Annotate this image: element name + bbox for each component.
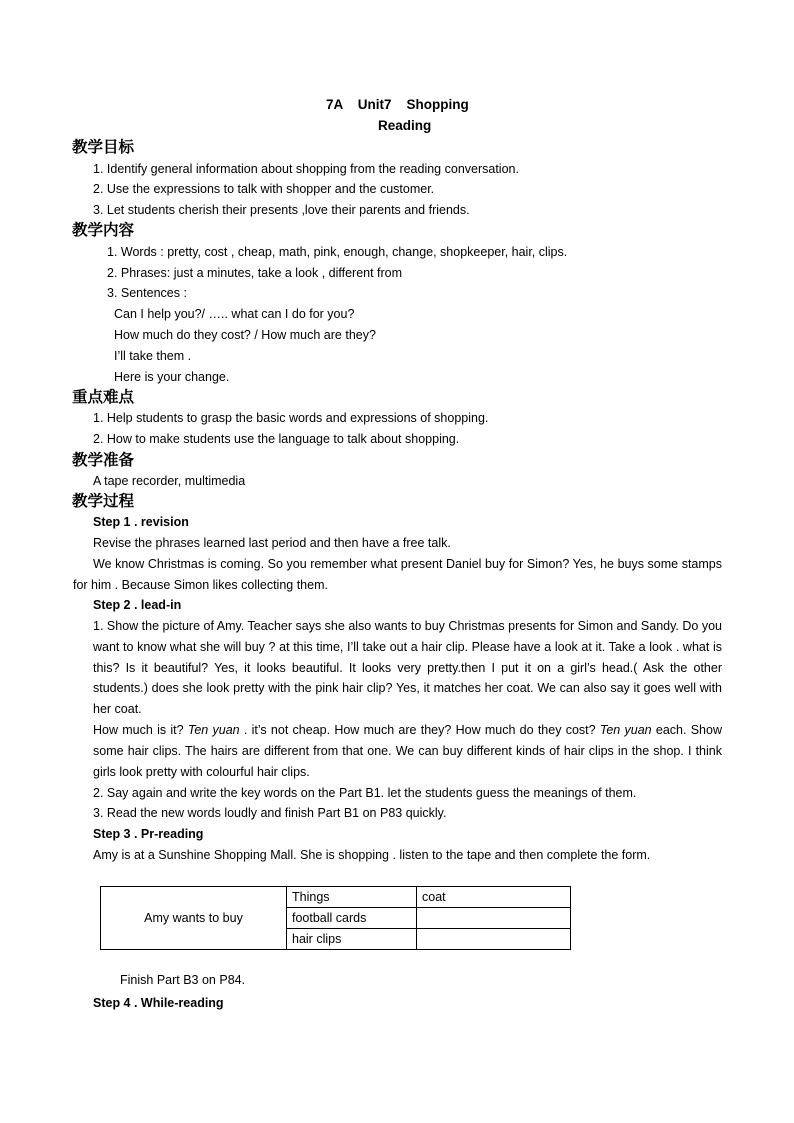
objective-item: 3. Let students cherish their presents ,love their parents and friends.: [93, 203, 470, 217]
key-point-item: 2. How to make students use the language to talk about shopping.: [93, 432, 460, 446]
step4-title: Step 4 . While-reading: [93, 996, 224, 1010]
sentence-item: How much do they cost? / How much are they?: [114, 328, 376, 342]
step2-paragraph-2: [93, 720, 722, 782]
content-heading: 教学内容: [72, 221, 135, 239]
document-subtitle: Reading: [378, 118, 432, 133]
table-cell: hair clips: [287, 929, 417, 950]
step2-p2-italic-price: Ten yuan: [187, 723, 240, 737]
step2-p2-a: How much is it?: [93, 723, 188, 737]
table-cell: [417, 908, 571, 929]
table-row: [101, 887, 571, 908]
step2-title: Step 2 . lead-in: [93, 598, 182, 612]
step2-p2-italic-price: Ten yuan: [599, 723, 652, 737]
objective-item: 1. Identify general information about shopping from the reading conversation.: [93, 162, 519, 176]
step3-text: Amy is at a Sunshine Shopping Mall. She is shopping . listen to the tape and then complete the form.: [93, 848, 651, 862]
step3-title: Step 3 . Pr-reading: [93, 827, 204, 841]
table-cell: football cards: [287, 908, 417, 929]
shopping-form-table: [100, 886, 571, 950]
step1-title: Step 1 . revision: [93, 515, 189, 529]
table-cell: Things: [287, 887, 417, 908]
step2-item: 2. Say again and write the key words on the Part B1. let the students guess the meanings of them.: [93, 786, 637, 800]
step2-p2-c: . it’s not cheap. How much are they? How much do they cost?: [239, 723, 600, 737]
key-point-item: 1. Help students to grasp the basic words and expressions of shopping.: [93, 411, 489, 425]
step1-paragraph: We know Christmas is coming. So you remember what present Daniel buy for Simon? Yes, he buys some stamps for him . Because Simon likes collecting them.: [73, 557, 722, 592]
table-cell: [417, 929, 571, 950]
step1-line: Revise the phrases learned last period and then have a free talk.: [93, 536, 451, 550]
sentence-item: I’ll take them .: [114, 349, 192, 363]
table-cell: coat: [417, 887, 571, 908]
step2-paragraph-1: [93, 616, 722, 720]
key-points-heading: 重点难点: [72, 388, 135, 406]
content-item: 2. Phrases: just a minutes, take a look , different from: [107, 266, 403, 280]
content-item: 1. Words : pretty, cost , cheap, math, pink, enough, change, shopkeeper, hair, clips.: [107, 245, 568, 259]
step2-item: 3. Read the new words loudly and finish Part B1 on P83 quickly.: [93, 806, 447, 820]
objectives-heading: 教学目标: [72, 138, 135, 156]
preparation-heading: 教学准备: [72, 451, 135, 469]
step3-after-text: Finish Part B3 on P84.: [120, 973, 246, 987]
sentence-item: Can I help you?/ ….. what can I do for you?: [114, 307, 355, 321]
step2-p2-e: each. Show some hair clips. The hairs are different from that one. We can buy different kinds of hair clips in the shop. I think girls look pretty with colourful hair clips.: [93, 723, 722, 779]
objective-item: 2. Use the expressions to talk with shopper and the customer.: [93, 182, 435, 196]
sentence-item: Here is your change.: [114, 370, 230, 384]
content-item: 3. Sentences :: [107, 286, 187, 300]
process-heading: 教学过程: [72, 492, 135, 510]
row-label-cell: Amy wants to buy: [101, 887, 287, 950]
step2-p1-text: 1. Show the picture of Amy. Teacher says she also wants to buy Christmas presents for Simon and Sandy. Do you want to know what she will buy ? at this time, I’ll take out a hair clip. Please have a look at it. Take a look . what is this? Is it beautiful? Yes, it looks beautiful. It looks very pretty.then I put it on a girl’s head.( Ask the other students.) does she look pretty with the pink hair clip? Yes, it matches her coat. We can also say it goes well with her coat.: [93, 619, 722, 717]
preparation-text: A tape recorder, multimedia: [93, 474, 246, 488]
document-title: 7A Unit7 Shopping: [326, 97, 469, 112]
